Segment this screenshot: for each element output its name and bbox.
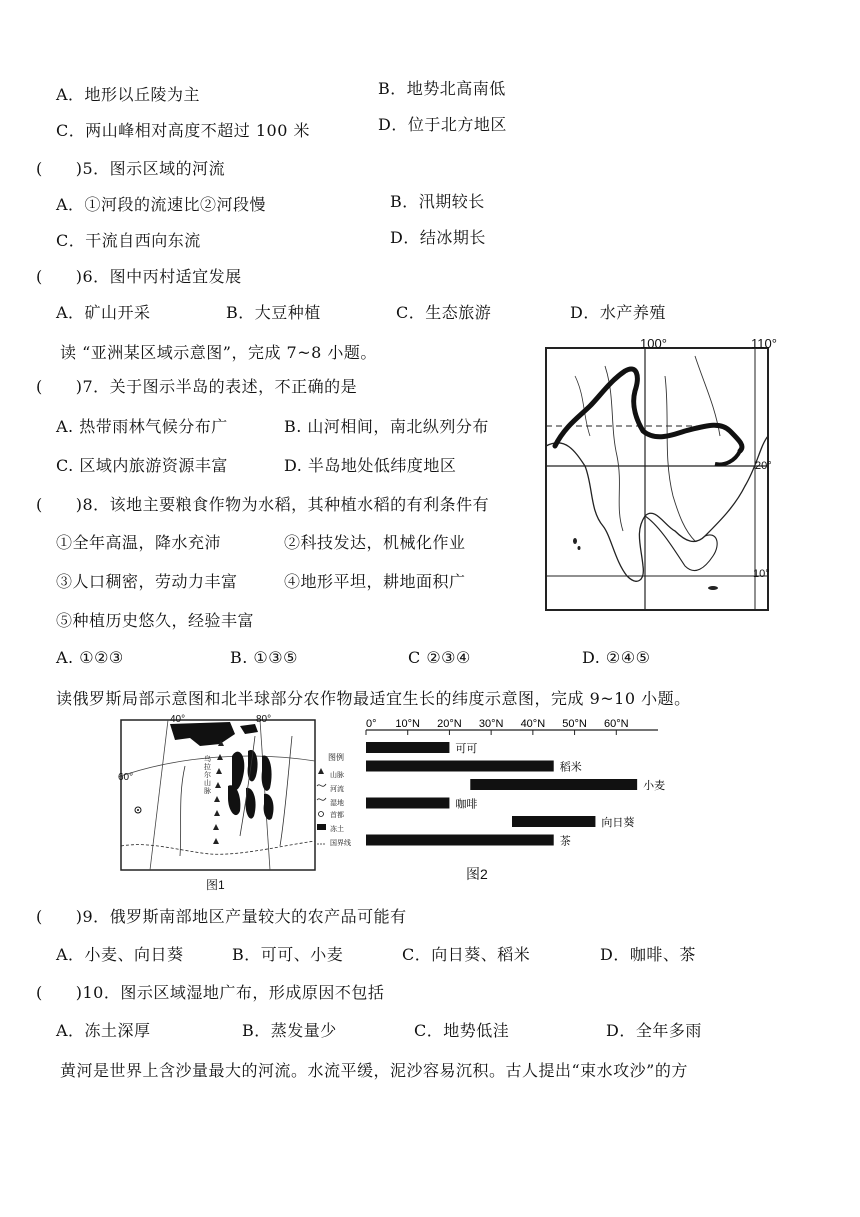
lat-10-label: 10° xyxy=(753,568,770,580)
q6-option-b: B．大豆种植 xyxy=(226,303,321,322)
q7-option-c: C. 区域内旅游资源丰富 xyxy=(56,456,228,475)
q8-condition-1: ①全年高温，降水充沛 xyxy=(56,533,222,552)
bar xyxy=(366,835,554,846)
x-tick-label: 20°N xyxy=(437,718,462,730)
lon-100-label: 100° xyxy=(640,336,667,351)
q4-option-d: D．位于北方地区 xyxy=(378,115,507,134)
fig1-lat-60: 60° xyxy=(118,772,134,783)
bar-label: 小麦 xyxy=(643,780,666,792)
bar-label: 稻米 xyxy=(559,761,582,774)
q6-option-a: A．矿山开采 xyxy=(56,303,151,322)
x-tick-label: 10°N xyxy=(395,718,421,730)
q10-stem: ( )10．图示区域湿地广布，形成原因不包括 xyxy=(36,983,385,1002)
bar-label: 咖啡 xyxy=(455,798,478,811)
q4-option-c: C．两山峰相对高度不超过 100 米 xyxy=(56,121,310,140)
q5-stem: ( )5．图示区域的河流 xyxy=(36,159,226,178)
bar xyxy=(512,816,595,827)
bar xyxy=(366,761,554,772)
q5-option-c: C．干流自西向东流 xyxy=(56,231,201,250)
q8-option-c: C ②③④ xyxy=(408,648,471,667)
q10-option-a: A．冻土深厚 xyxy=(56,1021,151,1040)
x-tick-label: 60°N xyxy=(603,718,629,730)
lon-110-label: 110° xyxy=(751,336,777,351)
q6-stem: ( )6．图中丙村适宜发展 xyxy=(36,267,242,286)
fig1-mountain-label: 乌拉尔山脉 xyxy=(204,756,211,795)
legend-river: 河流 xyxy=(330,786,344,793)
fig1-lon-80: 80° xyxy=(256,714,272,725)
q7-option-a: A. 热带雨林气候分布广 xyxy=(56,417,228,436)
q9-option-a: A．小麦、向日葵 xyxy=(56,945,184,964)
q7-option-b: B. 山河相间，南北纵列分布 xyxy=(284,417,489,436)
bar xyxy=(366,798,449,809)
chart-svg xyxy=(356,716,686,866)
q7-option-d: D. 半岛地处低纬度地区 xyxy=(284,456,457,475)
q5-option-a: A．①河段的流速比②河段慢 xyxy=(56,195,267,214)
intro-7-8: 读 “亚洲某区域示意图”，完成 7~8 小题。 xyxy=(60,343,377,362)
q5-option-d: D．结冰期长 xyxy=(390,228,486,247)
q8-condition-4: ④地形平坦，耕地面积广 xyxy=(284,572,466,591)
legend-title: 图例 xyxy=(328,753,344,762)
q6-option-c: C．生态旅游 xyxy=(396,303,492,322)
legend-capital: 首都 xyxy=(330,812,344,819)
bar-label: 茶 xyxy=(559,835,571,848)
q9-option-d: D．咖啡、茶 xyxy=(600,945,696,964)
legend-border: 国界线 xyxy=(330,840,351,847)
x-tick-label: 30°N xyxy=(478,718,504,730)
q7-stem: ( )7．关于图示半岛的表述，不正确的是 xyxy=(36,377,358,396)
q4-option-a: A．地形以丘陵为主 xyxy=(56,85,201,104)
bar-label: 向日葵 xyxy=(601,817,635,829)
q9-option-c: C．向日葵、稻米 xyxy=(402,945,531,964)
lat-20-label: 20° xyxy=(755,460,772,472)
q10-option-b: B．蒸发量少 xyxy=(242,1021,337,1040)
q6-option-d: D．水产养殖 xyxy=(570,303,666,322)
q10-option-d: D．全年多雨 xyxy=(606,1021,702,1040)
asia-region-map xyxy=(545,336,775,616)
q8-condition-3: ③人口稠密，劳动力丰富 xyxy=(56,572,238,591)
crop-latitude-chart xyxy=(356,716,686,886)
bar xyxy=(366,742,449,753)
q8-option-a: A. ①②③ xyxy=(56,648,124,667)
q8-stem: ( )8．该地主要粮食作物为水稻，其种植水稻的有利条件有 xyxy=(36,495,490,514)
q8-condition-5: ⑤种植历史悠久，经验丰富 xyxy=(56,611,255,630)
q8-condition-2: ②科技发达，机械化作业 xyxy=(284,533,466,552)
q4-option-b: B．地势北高南低 xyxy=(378,79,506,98)
fig1-lon-40: 40° xyxy=(170,714,186,725)
x-tick-label: 40°N xyxy=(520,718,546,730)
bar xyxy=(470,779,637,790)
q9-option-b: B．可可、小麦 xyxy=(232,945,344,964)
legend-permafrost: 冻土 xyxy=(330,826,344,833)
q9-stem: ( )9．俄罗斯南部地区产量较大的农产品可能有 xyxy=(36,907,407,926)
closing-paragraph: 黄河是世界上含沙量最大的河流。水流平缓，泥沙容易沉积。古人提出“束水攻沙”的方 xyxy=(60,1061,688,1080)
q8-option-b: B. ①③⑤ xyxy=(230,648,298,667)
russia-map xyxy=(120,716,320,892)
legend-wetland: 湿地 xyxy=(330,800,344,807)
q10-option-c: C．地势低洼 xyxy=(414,1021,510,1040)
fig2-caption: 图2 xyxy=(466,866,488,882)
x-tick-label: 0° xyxy=(366,718,377,730)
legend-mountain: 山脉 xyxy=(330,772,344,779)
intro-9-10: 读俄罗斯局部示意图和北半球部分农作物最适宜生长的纬度示意图，完成 9~10 小题。 xyxy=(56,689,691,708)
q8-option-d: D. ②④⑤ xyxy=(582,648,651,667)
bar-label: 可可 xyxy=(455,743,478,755)
fig1-caption: 图1 xyxy=(206,878,225,892)
x-tick-label: 50°N xyxy=(562,718,587,730)
q5-option-b: B．汛期较长 xyxy=(390,192,485,211)
